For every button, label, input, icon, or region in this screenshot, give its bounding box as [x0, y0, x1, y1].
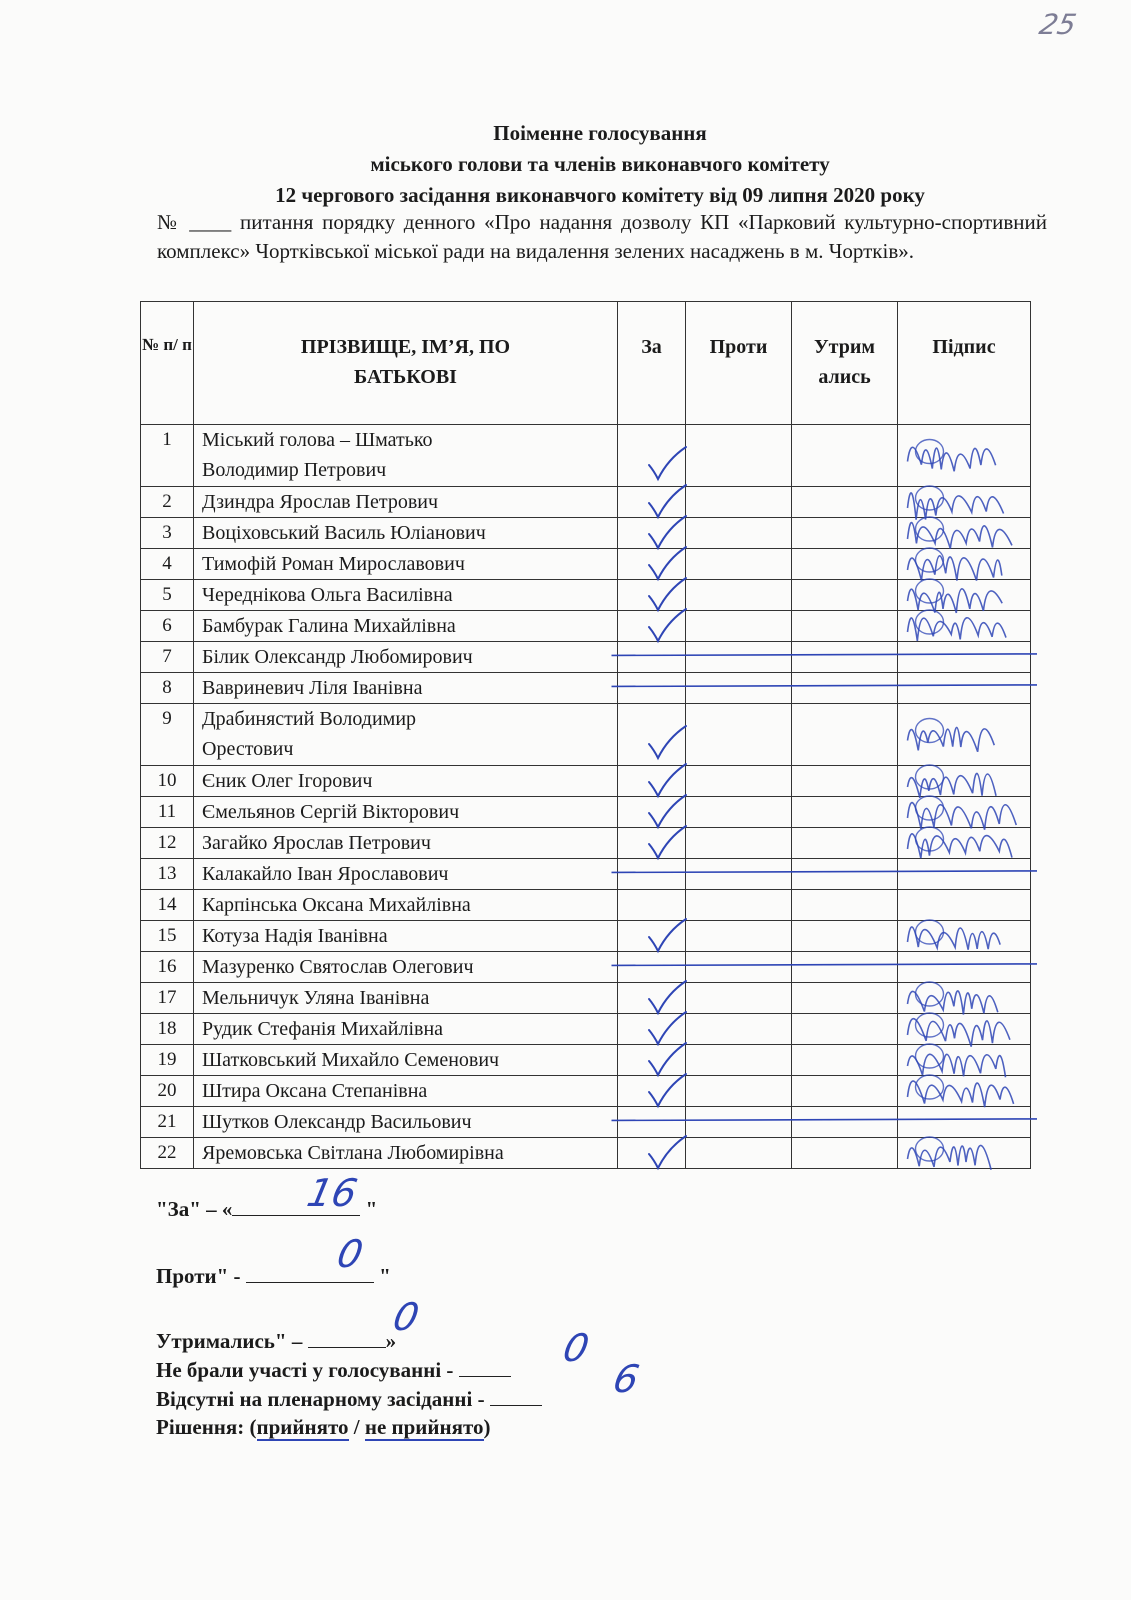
table-row [141, 673, 1031, 704]
vote-for-cell [618, 797, 686, 828]
member-name: Череднікова Ольга Василівна [194, 580, 618, 611]
member-name: Драбинястий Володимир Орестович [194, 704, 618, 766]
summary-abstain [156, 1295, 423, 1355]
summary-for [156, 1171, 378, 1223]
header-abstain: Утрим ались [792, 302, 898, 425]
summary-not-voted-label: Не брали участі у голосуванні - [156, 1358, 459, 1382]
row-number: 20 [141, 1076, 194, 1107]
checkmark-icon [646, 828, 676, 858]
vote-against-cell [686, 1138, 792, 1169]
table-row [141, 983, 1031, 1014]
vote-against-cell [686, 890, 792, 921]
vote-abstain-cell [792, 1107, 898, 1138]
row-number: 19 [141, 1045, 194, 1076]
table-row [141, 921, 1031, 952]
vote-for-cell [618, 766, 686, 797]
decision-label: Рішення: ( [156, 1415, 257, 1439]
member-name: Білик Олександр Любомирович [194, 642, 618, 673]
row-number: 11 [141, 797, 194, 828]
member-name: Калакайло Іван Ярославович [194, 859, 618, 890]
header-num: № п/ п [141, 302, 194, 425]
vote-for-cell [618, 425, 686, 487]
row-number: 9 [141, 704, 194, 766]
checkmark-icon [646, 1076, 676, 1106]
vote-abstain-cell [792, 642, 898, 673]
vote-against-cell [686, 1014, 792, 1045]
vote-against-cell [686, 797, 792, 828]
signature-cell [898, 642, 1031, 673]
decision-separator: / [348, 1415, 365, 1439]
decision-close: ) [483, 1415, 491, 1439]
row-number: 6 [141, 611, 194, 642]
vote-abstain-cell [792, 1076, 898, 1107]
member-name: Карпінська Оксана Михайлівна [194, 890, 618, 921]
vote-against-cell [686, 518, 792, 549]
table-row [141, 1107, 1031, 1138]
vote-for-cell [618, 704, 686, 766]
vote-abstain-cell [792, 952, 898, 983]
vote-against-cell [686, 1076, 792, 1107]
vote-abstain-cell [792, 487, 898, 518]
row-number: 14 [141, 890, 194, 921]
summary-for-label: "За" – « [156, 1197, 233, 1221]
signature-cell [898, 952, 1031, 983]
checkmark-icon [646, 797, 676, 827]
signature-cell [898, 673, 1031, 704]
vote-abstain-cell [792, 890, 898, 921]
member-name: Мазуренко Святослав Олегович [194, 952, 618, 983]
vote-against-cell [686, 425, 792, 487]
row-number: 2 [141, 487, 194, 518]
signature-cell [898, 487, 1031, 518]
vote-table [140, 301, 1031, 1169]
checkmark-icon [646, 1045, 676, 1075]
table-header-row [141, 302, 1031, 425]
member-name: Яремовська Світлана Любомирівна [194, 1138, 618, 1169]
vote-abstain-cell [792, 1014, 898, 1045]
checkmark-icon [646, 983, 676, 1013]
table-row [141, 518, 1031, 549]
vote-for-cell [618, 983, 686, 1014]
signature-cell [898, 983, 1031, 1014]
header-against: Проти [686, 302, 792, 425]
member-name: Шутков Олександр Васильович [194, 1107, 618, 1138]
row-number: 22 [141, 1138, 194, 1169]
vote-abstain-cell [792, 425, 898, 487]
checkmark-icon [646, 487, 676, 517]
signature-cell [898, 1014, 1031, 1045]
row-number: 16 [141, 952, 194, 983]
summary-absent-label: Відсутні на пленарному засіданні - [156, 1387, 490, 1411]
summary-decision [156, 1413, 491, 1441]
vote-for-cell [618, 487, 686, 518]
row-number: 12 [141, 828, 194, 859]
signature-cell [898, 704, 1031, 766]
vote-abstain-cell [792, 921, 898, 952]
table-row [141, 828, 1031, 859]
checkmark-icon [646, 518, 676, 548]
table-row [141, 549, 1031, 580]
table-row [141, 642, 1031, 673]
vote-for-cell [618, 611, 686, 642]
vote-abstain-cell [792, 983, 898, 1014]
header-name: ПРІЗВИЩЕ, ІМ’Я, ПО БАТЬКОВІ [194, 302, 618, 425]
vote-against-cell [686, 921, 792, 952]
vote-for-cell [618, 1076, 686, 1107]
member-name: Єник Олег Ігорович [194, 766, 618, 797]
member-name: Тимофій Роман Мирославович [194, 549, 618, 580]
vote-abstain-cell [792, 1138, 898, 1169]
summary-absent-value: 6 [609, 1357, 643, 1401]
summary-abstain-value: 0 [389, 1295, 423, 1339]
table-row [141, 797, 1031, 828]
table-row [141, 425, 1031, 487]
row-number: 17 [141, 983, 194, 1014]
row-number: 1 [141, 425, 194, 487]
vote-abstain-cell [792, 611, 898, 642]
member-name: Котуза Надія Іванівна [194, 921, 618, 952]
vote-abstain-cell [792, 704, 898, 766]
vote-against-cell [686, 828, 792, 859]
checkmark-icon [646, 766, 676, 796]
row-number: 7 [141, 642, 194, 673]
vote-abstain-cell [792, 797, 898, 828]
member-name: Шатковський Михайло Семенович [194, 1045, 618, 1076]
vote-for-cell [618, 549, 686, 580]
table-row [141, 952, 1031, 983]
header-for: За [618, 302, 686, 425]
vote-against-cell [686, 549, 792, 580]
checkmark-icon [646, 728, 676, 758]
vote-for-cell [618, 1014, 686, 1045]
table-row [141, 859, 1031, 890]
vote-for-cell [618, 890, 686, 921]
row-number: 13 [141, 859, 194, 890]
member-name: Штира Оксана Степанівна [194, 1076, 618, 1107]
checkmark-icon [646, 921, 676, 951]
member-name: Вавриневич Ліля Іванівна [194, 673, 618, 704]
row-number: 3 [141, 518, 194, 549]
table-row [141, 1014, 1031, 1045]
signature-cell [898, 549, 1031, 580]
member-name: Мельничук Уляна Іванівна [194, 983, 618, 1014]
checkmark-icon [646, 1014, 676, 1044]
signature-cell [898, 1045, 1031, 1076]
signature-cell [898, 859, 1031, 890]
row-number: 21 [141, 1107, 194, 1138]
decision-rejected: не прийнято [364, 1415, 484, 1439]
agenda-question: № ____ питання порядку денного «Про надання дозволу КП «Парковий культурно-спортивний комплекс» Чортківської міської ради на видалення зелених насаджень в м. Чортків». [157, 210, 1047, 263]
decision-accepted: прийнято [256, 1415, 349, 1439]
signature-cell [898, 797, 1031, 828]
signature-cell [898, 890, 1031, 921]
vote-abstain-cell [792, 828, 898, 859]
row-number: 4 [141, 549, 194, 580]
vote-against-cell [686, 580, 792, 611]
summary-for-tail: " [360, 1197, 378, 1221]
signature-cell [898, 611, 1031, 642]
member-name: Бамбурак Галина Михайлівна [194, 611, 618, 642]
checkmark-icon [646, 580, 676, 610]
vote-for-cell [618, 673, 686, 704]
summary-against-tail: " [373, 1264, 391, 1288]
checkmark-icon [646, 549, 676, 579]
member-name: Рудик Стефанія Михайлівна [194, 1014, 618, 1045]
table-row [141, 766, 1031, 797]
vote-against-cell [686, 673, 792, 704]
vote-for-cell [618, 580, 686, 611]
table-row [141, 1045, 1031, 1076]
vote-for-cell [618, 1138, 686, 1169]
table-row [141, 704, 1031, 766]
signature-cell [898, 1076, 1031, 1107]
signature-cell [898, 1107, 1031, 1138]
table-row [141, 611, 1031, 642]
checkmark-icon [646, 1138, 676, 1168]
summary-for-value: 16 [303, 1171, 362, 1215]
vote-against-cell [686, 704, 792, 766]
signature-cell [898, 580, 1031, 611]
vote-against-cell [686, 983, 792, 1014]
row-number: 10 [141, 766, 194, 797]
row-number: 18 [141, 1014, 194, 1045]
vote-against-cell [686, 952, 792, 983]
signature-cell [898, 518, 1031, 549]
page-number-handwritten: 25 [1036, 8, 1080, 41]
member-name: Загайко Ярослав Петрович [194, 828, 618, 859]
vote-abstain-cell [792, 580, 898, 611]
vote-for-cell [618, 1045, 686, 1076]
summary-against-label: Проти" - [156, 1264, 246, 1288]
table-row [141, 487, 1031, 518]
vote-against-cell [686, 642, 792, 673]
table-row [141, 1138, 1031, 1169]
vote-against-cell [686, 1107, 792, 1138]
document-heading [140, 118, 1060, 211]
vote-against-cell [686, 611, 792, 642]
summary-against [156, 1232, 391, 1290]
heading-line-2: міського голови та членів виконавчого комітету [370, 152, 830, 176]
vote-against-cell [686, 1045, 792, 1076]
vote-abstain-cell [792, 673, 898, 704]
checkmark-icon [646, 611, 676, 641]
vote-abstain-cell [792, 859, 898, 890]
checkmark-icon [646, 449, 676, 479]
member-name: Міський голова – Шматько Володимир Петрович [194, 425, 618, 487]
row-number: 5 [141, 580, 194, 611]
heading-line-1: Поіменне голосування [493, 121, 707, 145]
member-name: Воціховський Василь Юліанович [194, 518, 618, 549]
vote-against-cell [686, 487, 792, 518]
row-number: 8 [141, 673, 194, 704]
vote-against-cell [686, 859, 792, 890]
row-number: 15 [141, 921, 194, 952]
summary-against-value: 0 [333, 1232, 367, 1276]
header-signature: Підпис [898, 302, 1031, 425]
vote-abstain-cell [792, 549, 898, 580]
table-row [141, 1076, 1031, 1107]
vote-abstain-cell [792, 766, 898, 797]
signature-cell [898, 921, 1031, 952]
signature-cell [898, 766, 1031, 797]
member-name: Ємельянов Сергій Вікторович [194, 797, 618, 828]
vote-abstain-cell [792, 518, 898, 549]
vote-for-cell [618, 921, 686, 952]
member-name: Дзиндра Ярослав Петрович [194, 487, 618, 518]
vote-abstain-cell [792, 1045, 898, 1076]
table-row [141, 890, 1031, 921]
signature-cell [898, 828, 1031, 859]
summary-not-voted-value: 0 [559, 1326, 593, 1370]
vote-against-cell [686, 766, 792, 797]
vote-for-cell [618, 518, 686, 549]
summary-abstain-tail: » [385, 1329, 397, 1353]
signature-cell [898, 425, 1031, 487]
table-row [141, 580, 1031, 611]
signature-cell [898, 1138, 1031, 1169]
vote-for-cell [618, 828, 686, 859]
summary-abstain-label: Утримались" – [156, 1329, 308, 1353]
heading-line-3: 12 чергового засідання виконавчого комітету від 09 липня 2020 року [275, 183, 925, 207]
